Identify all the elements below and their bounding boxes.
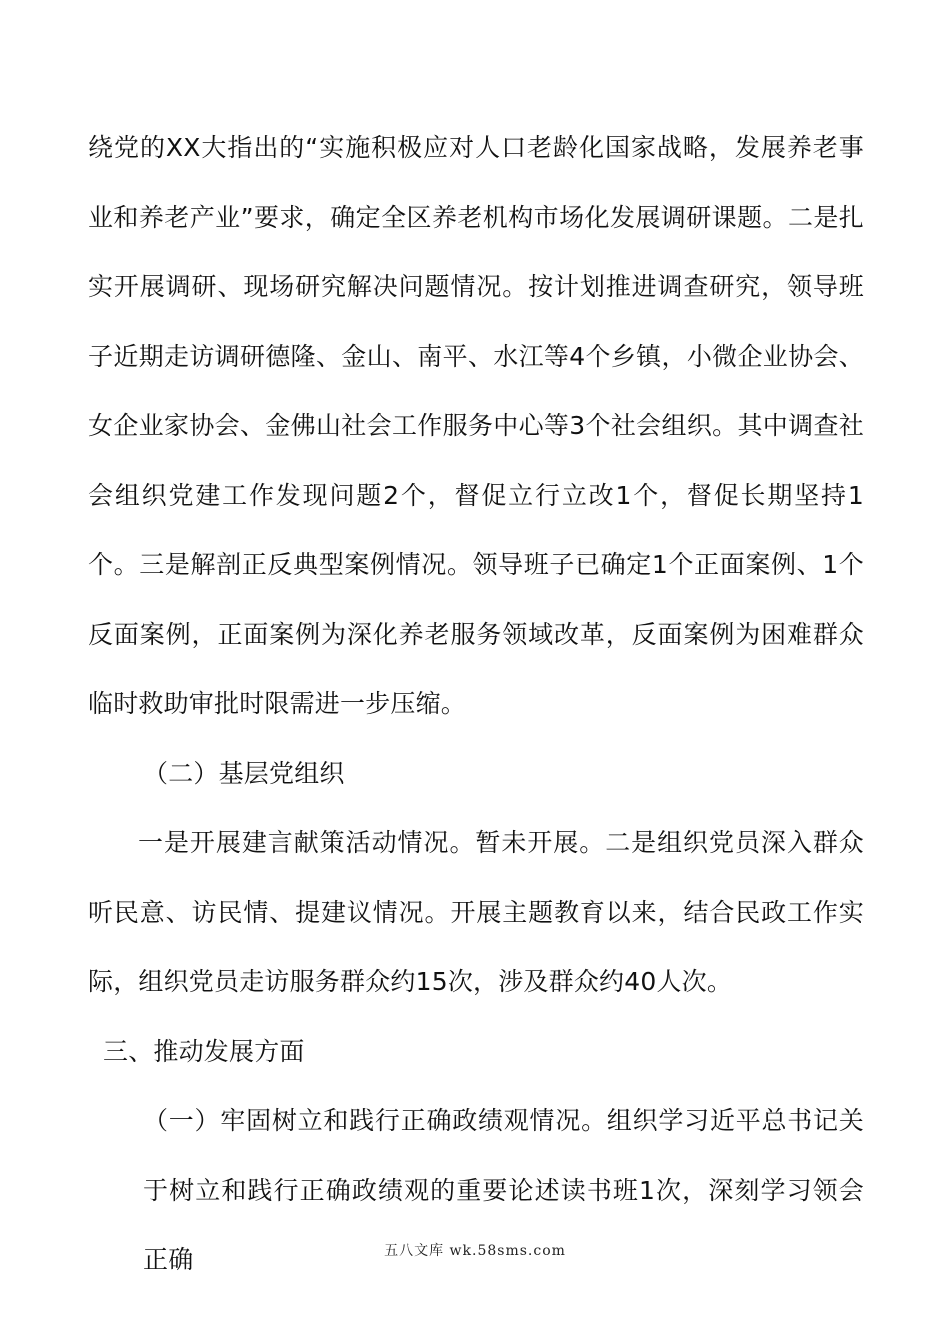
section-heading-promote-development: 三、推动发展方面	[103, 1036, 305, 1066]
paragraph-research-cases: 绕党的XX大指出的“实施积极应对人口老龄化国家战略，发展养老事业和养老产业”要求，确定全区养老机构市场化发展调研课题。二是扎实开展调研、现场研究解决问题情况。按计划推进调查研究，领导班子近期走访调研德隆、金山、南平、水江等4个乡镇，小微企业协会、女企业家协会、金佛山社会工作服务中心等3个社会组织。其中调查社会组织党建工作发现问题2个，督促立行立改1个，督促长期坚持1个。三是解剖正反典型案例情况。领导班子已确定1个正面案例、1个反面案例，正面案例为深化养老服务领域改革，反面案例为困难群众临时救助审批时限需进一步压缩。	[88, 133, 864, 718]
paragraph-grassroots-activities: 一是开展建言献策活动情况。暂未开展。二是组织党员深入群众听民意、访民情、提建议情况。开展主题教育以来，结合民政工作实际，组织党员走访服务群众约15次，涉及群众约40人次。	[88, 828, 864, 996]
document-body	[88, 113, 864, 1295]
footer-watermark: 五八文库 wk.58sms.com	[384, 1243, 566, 1259]
paragraph-performance-view: （一）牢固树立和践行正确政绩观情况。组织学习近平总书记关于树立和践行正确政绩观的重要论述读书班1次，深刻学习领会正确	[143, 1106, 864, 1274]
subheading-grassroots-party-org: （二）基层党组织	[143, 758, 345, 788]
